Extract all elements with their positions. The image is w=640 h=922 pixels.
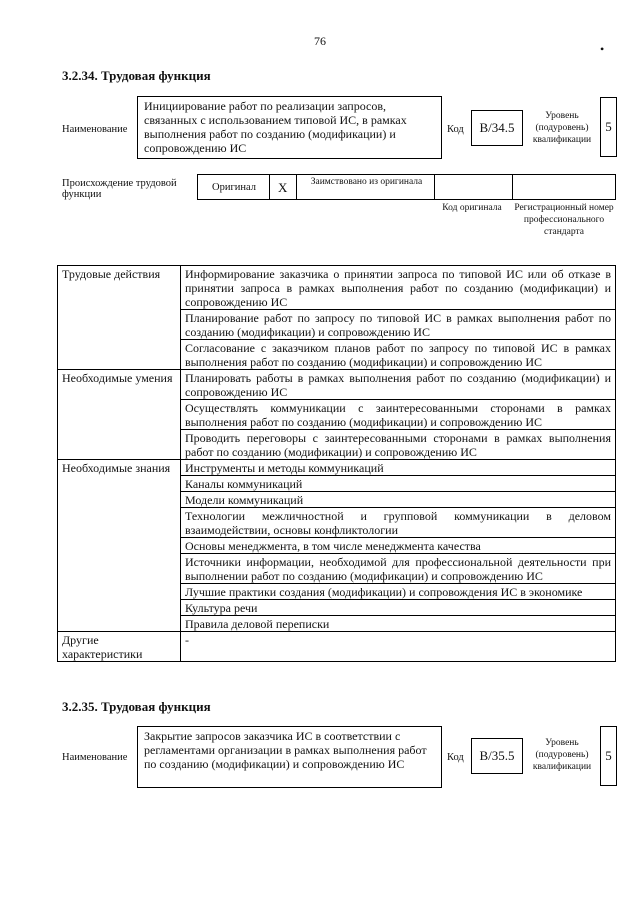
- original-label: Оригинал: [212, 182, 256, 193]
- reg-number-label: Регистрационный номер профессионального стандарта: [514, 203, 614, 237]
- labor-action-item: Согласование с заказчиком планов работ по запросу по типовой ИС в рамках выполнения работ по созданию (модификации) и сопровождению ИС: [181, 340, 616, 370]
- labor-action-item: Планирование работ по запросу по типовой ИС в рамках выполнения работ по созданию (модификации) и сопровождению ИС: [181, 310, 616, 340]
- original-mark-cell: [269, 174, 297, 200]
- corner-mark: •: [600, 42, 605, 56]
- knowledge-item: Модели коммуникаций: [181, 492, 616, 508]
- name-label-35: Наименование: [62, 752, 128, 763]
- borrowed-label: Заимствовано из оригинала: [310, 177, 423, 187]
- knowledge-item: Основы менеджмента, в том числе менеджмента качества: [181, 538, 616, 554]
- page-number: 76: [314, 34, 326, 48]
- function-name-34: Инициирование работ по реализации запросов, связанных с использованием типовой ИС, в рамках выполнения работ по созданию (модификации) и сопровождению ИС: [137, 96, 442, 159]
- function-name-35: Закрытие запросов заказчика ИС в соответствии с регламентами организации в рамках выполнения работ по созданию (модификации) и сопровождению ИС: [137, 726, 442, 788]
- reg-number-cell: [512, 174, 616, 200]
- section-title-34: 3.2.34. Трудовая функция: [62, 68, 211, 83]
- level-label-35: Уровень (подуровень) квалификации: [532, 738, 592, 772]
- skills-label: Необходимые умения: [58, 370, 181, 460]
- level-value-34: 5: [600, 97, 617, 157]
- skill-item: Осуществлять коммуникации с заинтересованными сторонами в рамках выполнения работ по созданию (модификации) и сопровождению ИС: [181, 400, 616, 430]
- code-value-34: B/34.5: [471, 110, 523, 146]
- skill-item: Проводить переговоры с заинтересованными сторонами в рамках выполнения работ по созданию (модификации) и сопровождению ИС: [181, 430, 616, 460]
- code-label-34: Код: [447, 124, 464, 135]
- knowledge-item: Инструменты и методы коммуникаций: [181, 460, 616, 476]
- other-characteristics-value: -: [181, 632, 616, 662]
- borrowed-cell: [296, 174, 435, 200]
- knowledge-item: Культура речи: [181, 600, 616, 616]
- name-label-34: Наименование: [62, 124, 128, 135]
- code-value-35: B/35.5: [471, 738, 523, 774]
- knowledge-item: Технологии межличностной и групповой коммуникации в деловом взаимодействии, основы конфликтологии: [181, 508, 616, 538]
- original-mark: X: [278, 180, 288, 195]
- knowledge-label: Необходимые знания: [58, 460, 181, 632]
- level-label-34: Уровень (подуровень) квалификации: [532, 111, 592, 145]
- knowledge-item: Каналы коммуникаций: [181, 476, 616, 492]
- function-details-table: [57, 265, 616, 662]
- labor-actions-label: Трудовые действия: [58, 266, 181, 370]
- code-original-label: Код оригинала: [442, 203, 502, 213]
- code-original-cell: [434, 174, 513, 200]
- original-cell: [197, 174, 270, 200]
- knowledge-item: Правила деловой переписки: [181, 616, 616, 632]
- origin-label: Происхождение трудовой функции: [62, 178, 177, 200]
- section-title-35: 3.2.35. Трудовая функция: [62, 699, 211, 714]
- other-characteristics-label: Другие характеристики: [58, 632, 181, 662]
- knowledge-item: Источники информации, необходимой для профессиональной деятельности при выполнении работ по созданию (модификации) и сопровождению ИС: [181, 554, 616, 584]
- knowledge-item: Лучшие практики создания (модификации) и сопровождения ИС в экономике: [181, 584, 616, 600]
- code-label-35: Код: [447, 752, 464, 763]
- labor-action-item: Информирование заказчика о принятии запроса по типовой ИС или об отказе в принятии запроса в рамках выполнения работ по созданию (модификации) и сопровождению ИС: [181, 266, 616, 310]
- level-value-35: 5: [600, 726, 617, 786]
- skill-item: Планировать работы в рамках выполнения работ по созданию (модификации) и сопровождению ИС: [181, 370, 616, 400]
